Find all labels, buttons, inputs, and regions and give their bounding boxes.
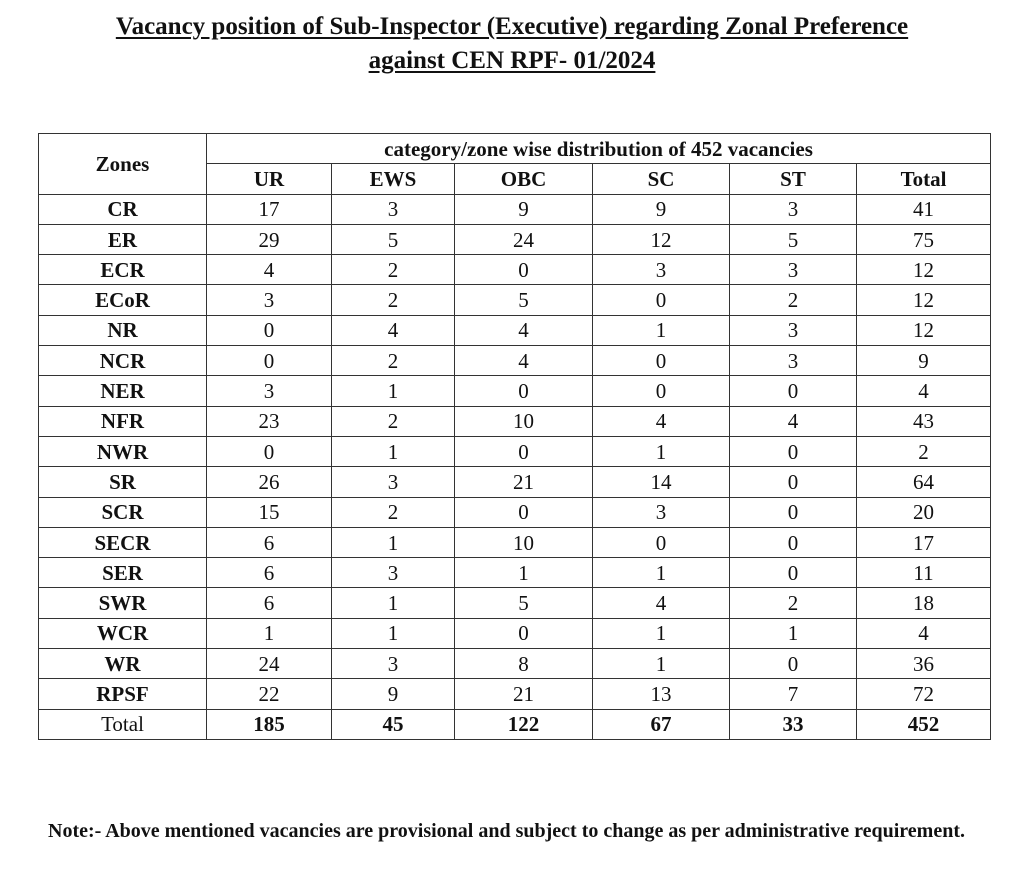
zone-cell: NWR [39,436,207,466]
value-cell: 6 [207,588,332,618]
value-cell: 1 [593,315,730,345]
value-cell: 1 [593,558,730,588]
value-cell: 0 [207,315,332,345]
value-cell: 0 [455,376,593,406]
zone-cell: ER [39,224,207,254]
table-row [39,406,991,436]
value-cell: 4 [730,406,857,436]
document-title [0,10,1024,78]
value-cell: 17 [857,527,991,557]
value-cell: 0 [455,497,593,527]
table-row [39,497,991,527]
total-value-cell: 452 [857,709,991,739]
value-cell: 0 [593,346,730,376]
zone-cell: NCR [39,346,207,376]
value-cell: 4 [593,406,730,436]
value-cell: 24 [207,649,332,679]
value-cell: 0 [207,436,332,466]
value-cell: 1 [332,376,455,406]
value-cell: 1 [332,436,455,466]
value-cell: 1 [207,618,332,648]
zone-cell: RPSF [39,679,207,709]
total-value-cell: 67 [593,709,730,739]
value-cell: 20 [857,497,991,527]
value-cell: 22 [207,679,332,709]
value-cell: 3 [332,649,455,679]
value-cell: 4 [455,346,593,376]
value-cell: 3 [730,315,857,345]
value-cell: 0 [455,436,593,466]
value-cell: 2 [730,285,857,315]
value-cell: 10 [455,527,593,557]
value-cell: 3 [207,285,332,315]
zone-cell: SER [39,558,207,588]
zone-cell: WCR [39,618,207,648]
value-cell: 3 [332,467,455,497]
value-cell: 3 [332,194,455,224]
value-cell: 72 [857,679,991,709]
table-row [39,285,991,315]
value-cell: 4 [857,376,991,406]
value-cell: 75 [857,224,991,254]
value-cell: 21 [455,679,593,709]
column-header-sc: SC [593,164,730,194]
zone-cell: CR [39,194,207,224]
value-cell: 17 [207,194,332,224]
value-cell: 10 [455,406,593,436]
column-header-total: Total [857,164,991,194]
value-cell: 1 [730,618,857,648]
column-header-ur: UR [207,164,332,194]
value-cell: 1 [332,588,455,618]
value-cell: 2 [730,588,857,618]
value-cell: 9 [857,346,991,376]
zone-cell: NER [39,376,207,406]
table-row [39,618,991,648]
title-line-1: Vacancy position of Sub-Inspector (Executive) regarding Zonal Preference [115,13,909,40]
value-cell: 1 [332,527,455,557]
total-value-cell: 122 [455,709,593,739]
value-cell: 18 [857,588,991,618]
value-cell: 43 [857,406,991,436]
total-label: Total [39,709,207,739]
value-cell: 0 [730,558,857,588]
table-row [39,527,991,557]
value-cell: 3 [730,346,857,376]
value-cell: 0 [730,649,857,679]
value-cell: 0 [730,436,857,466]
value-cell: 5 [455,588,593,618]
value-cell: 5 [332,224,455,254]
zone-cell: NFR [39,406,207,436]
distribution-header: category/zone wise distribution of 452 vacancies [207,134,991,164]
value-cell: 0 [730,376,857,406]
table-row [39,255,991,285]
table-body [39,194,991,739]
value-cell: 4 [857,618,991,648]
value-cell: 8 [455,649,593,679]
table-row [39,346,991,376]
table-row [39,588,991,618]
value-cell: 0 [730,467,857,497]
value-cell: 4 [332,315,455,345]
value-cell: 4 [593,588,730,618]
value-cell: 0 [455,255,593,285]
value-cell: 26 [207,467,332,497]
value-cell: 2 [332,255,455,285]
total-value-cell: 185 [207,709,332,739]
value-cell: 5 [730,224,857,254]
zone-cell: SECR [39,527,207,557]
value-cell: 15 [207,497,332,527]
zone-cell: SR [39,467,207,497]
value-cell: 5 [455,285,593,315]
value-cell: 12 [593,224,730,254]
value-cell: 1 [593,436,730,466]
value-cell: 9 [455,194,593,224]
value-cell: 2 [857,436,991,466]
value-cell: 0 [593,527,730,557]
total-value-cell: 33 [730,709,857,739]
value-cell: 24 [455,224,593,254]
value-cell: 41 [857,194,991,224]
column-header-obc: OBC [455,164,593,194]
value-cell: 9 [332,679,455,709]
value-cell: 0 [593,376,730,406]
zone-cell: SWR [39,588,207,618]
value-cell: 14 [593,467,730,497]
value-cell: 2 [332,346,455,376]
value-cell: 12 [857,315,991,345]
value-cell: 1 [455,558,593,588]
value-cell: 7 [730,679,857,709]
total-row [39,709,991,739]
value-cell: 1 [593,618,730,648]
value-cell: 0 [207,346,332,376]
value-cell: 11 [857,558,991,588]
value-cell: 1 [332,618,455,648]
zone-cell: WR [39,649,207,679]
value-cell: 0 [455,618,593,648]
value-cell: 3 [593,497,730,527]
value-cell: 0 [730,527,857,557]
table-row [39,436,991,466]
zone-cell: NR [39,315,207,345]
note-text: Note:- Above mentioned vacancies are provisional and subject to change as per administrative requirement. [48,820,965,842]
zones-header: Zones [39,134,207,195]
value-cell: 29 [207,224,332,254]
value-cell: 23 [207,406,332,436]
value-cell: 0 [593,285,730,315]
table-row [39,679,991,709]
column-header-ews: EWS [332,164,455,194]
value-cell: 0 [730,497,857,527]
table-row [39,224,991,254]
title-line-2: against CEN RPF- 01/2024 [368,47,656,74]
value-cell: 3 [332,558,455,588]
vacancy-table [38,133,991,740]
value-cell: 1 [593,649,730,679]
value-cell: 6 [207,558,332,588]
value-cell: 6 [207,527,332,557]
value-cell: 3 [593,255,730,285]
value-cell: 12 [857,255,991,285]
table-row [39,649,991,679]
table-row [39,467,991,497]
value-cell: 2 [332,406,455,436]
table-row [39,376,991,406]
table-row [39,558,991,588]
zone-cell: ECR [39,255,207,285]
total-value-cell: 45 [332,709,455,739]
value-cell: 2 [332,285,455,315]
value-cell: 4 [207,255,332,285]
value-cell: 36 [857,649,991,679]
zone-cell: SCR [39,497,207,527]
table-row [39,194,991,224]
value-cell: 21 [455,467,593,497]
value-cell: 3 [730,194,857,224]
value-cell: 9 [593,194,730,224]
column-header-st: ST [730,164,857,194]
zone-cell: ECoR [39,285,207,315]
value-cell: 2 [332,497,455,527]
value-cell: 3 [730,255,857,285]
value-cell: 3 [207,376,332,406]
value-cell: 12 [857,285,991,315]
value-cell: 4 [455,315,593,345]
value-cell: 13 [593,679,730,709]
table-row [39,315,991,345]
value-cell: 64 [857,467,991,497]
